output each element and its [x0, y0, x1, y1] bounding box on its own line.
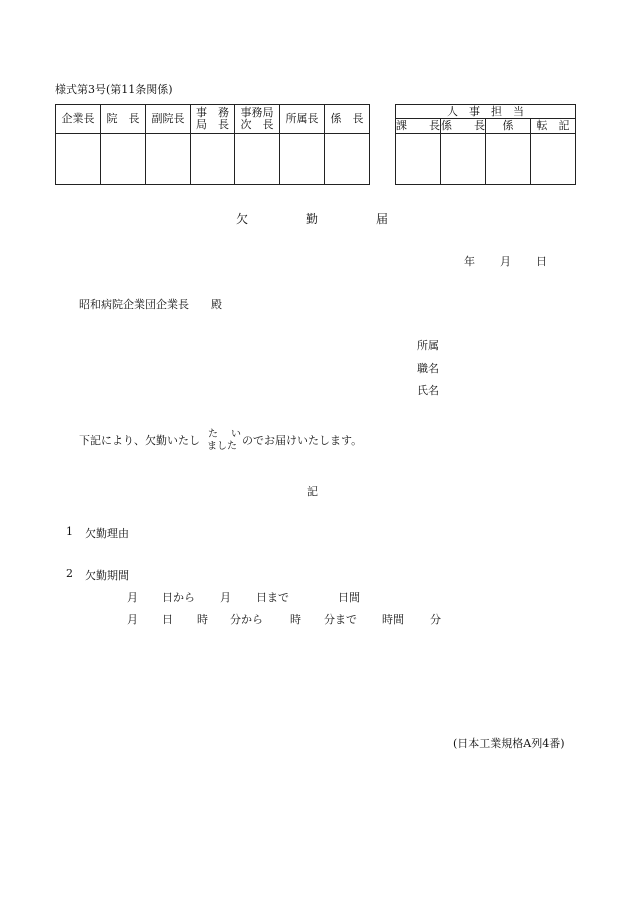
- period-text: 月: [220, 591, 231, 604]
- personnel-header-label: 転 記: [536, 119, 570, 132]
- body-option-mashita: ました: [207, 441, 237, 452]
- approval-stamp-cell[interactable]: [325, 134, 370, 185]
- personnel-group-header: [396, 105, 576, 119]
- period-text: 分: [430, 613, 441, 626]
- footer-standard-note: (日本工業規格A列4番): [453, 737, 565, 750]
- title-char: 届: [376, 212, 389, 226]
- period-text: 月: [127, 591, 138, 604]
- date-day-label: 日: [536, 255, 547, 268]
- item-number: 1: [66, 525, 73, 538]
- approval-header-cell: [280, 105, 325, 134]
- approval-header-cell: [191, 105, 235, 134]
- approval-stamp-cell[interactable]: [101, 134, 146, 185]
- personnel-stamp-cell[interactable]: [396, 134, 441, 185]
- personnel-header-label: 係 長: [441, 119, 485, 132]
- personnel-group-label: 人 事 担 当: [447, 104, 524, 118]
- approval-stamp-cell[interactable]: [191, 134, 235, 185]
- item-label: 欠勤理由: [85, 527, 129, 540]
- personnel-header-cell: [486, 119, 531, 134]
- body-option-ta: た: [208, 429, 218, 440]
- title-char: 勤: [306, 212, 319, 226]
- field-affiliation-label: 所属: [417, 339, 439, 352]
- form-number: 様式第3号(第11条関係): [55, 83, 173, 96]
- title-char: 欠: [236, 212, 249, 226]
- approval-header-cell: [101, 105, 146, 134]
- approval-header-label: 事 務 局 長: [196, 106, 229, 131]
- approval-stamp-cell[interactable]: [146, 134, 191, 185]
- period-text: 日まで: [256, 591, 289, 604]
- approval-header-label: 係 長: [330, 112, 364, 125]
- ki-heading: 記: [307, 485, 318, 498]
- period-text: 月: [127, 613, 138, 626]
- approval-header-label: 企業長: [61, 112, 95, 125]
- approval-header-label: 所属長: [285, 112, 319, 125]
- period-text: 時: [197, 613, 208, 626]
- date-month-label: 月: [500, 255, 511, 268]
- date-year-label: 年: [464, 255, 475, 268]
- period-text: 時間: [382, 613, 404, 626]
- period-text: 日: [162, 613, 173, 626]
- period-text: 日から: [162, 591, 195, 604]
- personnel-stamp-table: [395, 104, 576, 185]
- item-label: 欠勤期間: [85, 569, 129, 582]
- approval-header-label: 事務局 次 長: [240, 106, 274, 131]
- approval-header-cell: [325, 105, 370, 134]
- personnel-header-label: 係: [502, 119, 514, 132]
- approval-header-label: 副院長: [151, 112, 185, 125]
- approval-header-label: 院 長: [106, 112, 140, 125]
- body-prefix: 下記により、欠勤いたし: [79, 434, 200, 447]
- body-option-i: い: [231, 429, 241, 440]
- approval-stamp-cell[interactable]: [235, 134, 280, 185]
- approval-header-cell: [56, 105, 101, 134]
- period-text: 日間: [338, 591, 360, 604]
- period-text: 時: [290, 613, 301, 626]
- personnel-header-label: 課 長: [396, 119, 440, 132]
- approval-stamp-table: [55, 104, 370, 185]
- personnel-header-cell: [396, 119, 441, 134]
- approval-header-cell: [235, 105, 280, 134]
- field-name-label: 氏名: [417, 384, 439, 397]
- addressee: 昭和病院企業団企業長 殿: [79, 298, 222, 311]
- personnel-stamp-cell[interactable]: [531, 134, 576, 185]
- personnel-stamp-cell[interactable]: [441, 134, 486, 185]
- body-suffix: のでお届けいたします。: [242, 434, 363, 447]
- personnel-stamp-cell[interactable]: [486, 134, 531, 185]
- period-text: 分から: [230, 613, 263, 626]
- personnel-header-cell: [531, 119, 576, 134]
- field-job-title-label: 職名: [417, 362, 439, 375]
- approval-stamp-cell[interactable]: [56, 134, 101, 185]
- item-number: 2: [66, 567, 73, 580]
- approval-stamp-cell[interactable]: [280, 134, 325, 185]
- personnel-header-cell: [441, 119, 486, 134]
- approval-header-cell: [146, 105, 191, 134]
- period-text: 分まで: [324, 613, 357, 626]
